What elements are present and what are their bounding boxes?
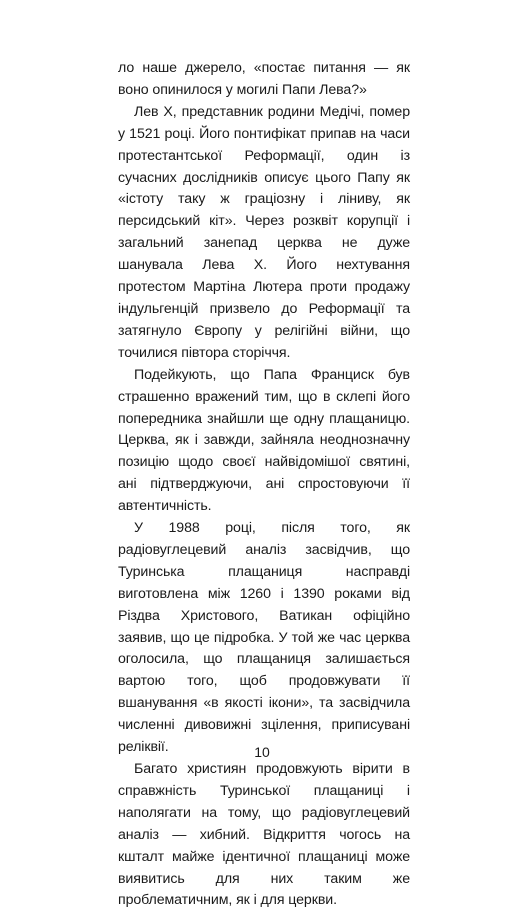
paragraph-leo-x: Лев Х, представник родини Медічі, помер у 1521 році. Його понтифікат припав на часи протестантської Реформації, один із сучасних дослідників описує цього Папу як «істоту таку ж граціозну і ліниву, як персидський кіт». Через розквіт корупції і загальний занепад церква не дуже шанувала Лева Х. Його нехтування протестом Мартіна Лютера проти продажу індульгенцій призвело до Реформації та затягнуло Європу у релігійні війни, що точилися півтора сторіччя.	[118, 103, 410, 361]
body-text	[118, 58, 410, 912]
paragraph-christians-belief: Багато християн продовжують вірити в справжність Туринської плащаниці і наполягати на тому, що радіовуглецевий аналіз — хибний. Відкриття чогось на кшталт майже ідентичної плащаниці може виявитись для них таким же проблематичним, як і для церкви.	[118, 761, 410, 909]
page-number: 10	[254, 744, 270, 760]
paragraph-pope-francis: Подейкують, що Папа Франциск був страшенно вражений тим, що в склепі його попередника знайшли ще одну плащаницю. Церква, як і завжди, зайняла неоднозначну позицію щодо своєї найвідомішої святині, ані підтверджуючи, ані спростовуючи її автентичність.	[118, 366, 410, 515]
paragraph-radiocarbon-1988: У 1988 році, після того, як радіовуглецевий аналіз засвідчив, що Туринська плащаниця насправді виготовлена між 1260 і 1390 роками від Різдва Христового, Ватикан офіційно заявив, що це підробка. У той же час церква оголосила, що плащаниця залишається вартою того, щоб продовжувати її вшанування «в якості ікони», та засвідчила численні дивовижні зцілення, приписувані реліквії.	[118, 520, 410, 756]
paragraph-continuation: ло наше джерело, «постає питання — як воно опинилося у могилі Папи Лева?»	[118, 60, 410, 98]
